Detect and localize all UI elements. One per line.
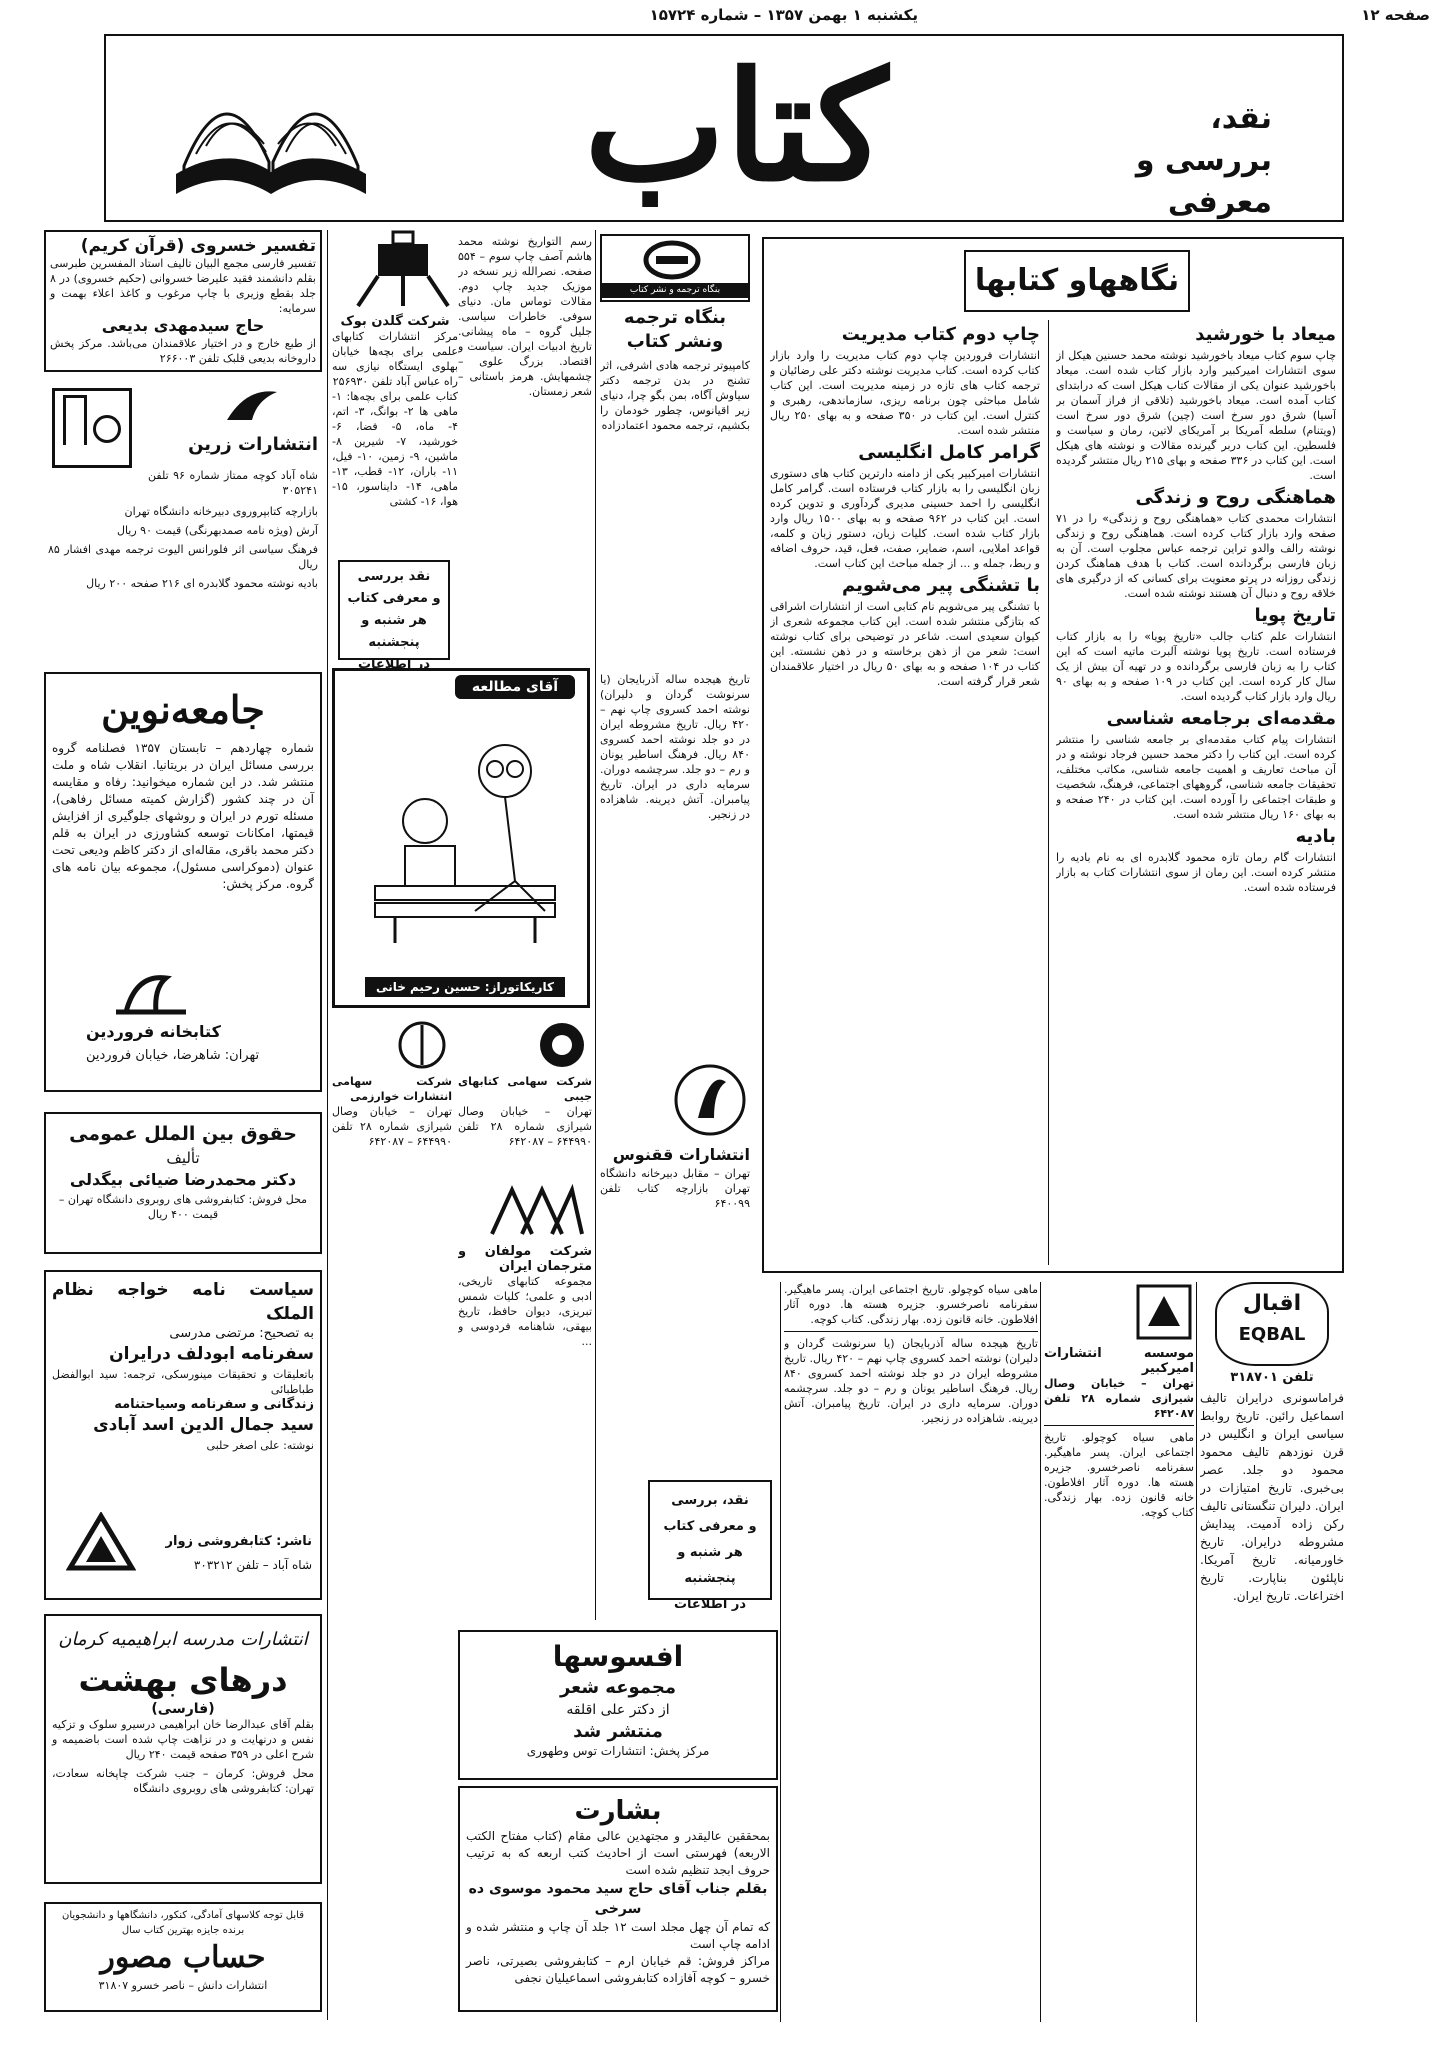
reviews-right-column [1056, 320, 1336, 1265]
zarrin-book: آرش (ویژه نامه صمدبهرنگی) قیمت ۹۰ ریال [116, 524, 318, 537]
khwarazmi-address: تهران – خیابان وصال شیرازی شماره ۲۸ تلفن ۶۴۴۹۹۰ – ۶۴۲۰۸۷ [332, 1105, 452, 1148]
review-item [1056, 826, 1336, 895]
masthead-subtitle: نقد، بررسی و معرفی [1135, 101, 1272, 220]
lunar-module-icon [348, 230, 458, 310]
column-divider [1048, 320, 1049, 1265]
siasat-title: سیاست نامه خواجه نظام الملک [52, 1280, 314, 1324]
hoghugh-sub: تألیف [166, 1149, 200, 1167]
siasat-ad [44, 1270, 322, 1600]
zarrin-emblem [222, 382, 282, 426]
zarrin-logo [52, 388, 132, 468]
mid-bottom-text: ماهی سیاه کوچولو. تاریخ اجتماعی ایران. پسر ماهیگیر. سفرنامه ناصرخسرو. جزیره هسته ها. دوره آثار افلاطون. خانه قانون زده. بهار زندگی. کتاب کوچه. [784, 1283, 1038, 1326]
khwarazmi-logo [392, 1020, 452, 1070]
khwarazmi-name: شرکت سهامی انتشارات خوارزمی [332, 1075, 452, 1103]
danesh-box [648, 1480, 772, 1612]
zarrin-address: شاه آباد کوچه ممتاز شماره ۹۶ تلفن ۳۰۵۲۴۱ [148, 469, 318, 497]
jameh-ad [44, 672, 322, 1092]
bongah-logo-text: بنگاه ترجمه و نشر کتاب [602, 283, 748, 298]
bongah-name: بنگاه ترجمه ونشر کتاب [623, 307, 727, 352]
hesab-sub: برنده جایزه بهترین کتاب سال [121, 1925, 245, 1936]
eqbal-list: فراماسونری درایران تالیف اسماعیل رائین. تاریخ روابط سیاسی ایران و انگلیس در قرن نوزدهم تالیف محمود محمود دو جلد. عصر بی‌خبری. تاریخ امتیازات در ایران. دلیران تنگستانی تالیف رکن زاده آدمیت. پیدایش ‌مشروطه‌ درایران. تاریخ خاورمیانه. تاریخ آمریکا. ناپلئون بناپارت. تاریخ اختراعات. تاریخ ایران. [1200, 1391, 1344, 1603]
bird-icon [222, 382, 282, 426]
tafsir-ad [44, 230, 322, 372]
bongah-ad [600, 234, 750, 664]
hesab-phone: انتشارات دانش – ناصر خسرو ۳۱۸۰۷ [98, 1979, 268, 1992]
afsoosha-status: منتشر شد [573, 1721, 663, 1742]
golden-ad [332, 230, 458, 560]
nashr-line: نقد بررسی [357, 569, 431, 584]
qoqnoos-address: تهران – مقابل دبیرخانه دانشگاه تهران بازارچه کتاب تلفن ۶۴۰۰۹۹ [600, 1167, 750, 1210]
kerman-sub: (فارسی) [151, 1701, 215, 1717]
zarrin-book: بازارچه کتابپروروی دبیرخانه دانشگاه تهران [124, 505, 318, 518]
middle-list [600, 672, 750, 1052]
cartoon-drawing [355, 711, 575, 951]
hesab-ad [44, 1902, 322, 2012]
siasat-notes: باتعلیقات و تحقیقات مینورسکی، ترجمه: سید ابوالفضل طباطبائی [52, 1368, 314, 1396]
hesab-name: حساب مصور [100, 1940, 266, 1975]
motarjeman-body: مجموعه کتابهای تاریخی، ادبی و علمی؛ کلیات شمس تبریزی، دیوان حافظ، تاریخ بیهقی، شاهنامه فردوسی و ... [458, 1275, 592, 1348]
review-heading: بادیه [1295, 826, 1336, 847]
review-item [1056, 605, 1336, 704]
masthead-title: کتاب [584, 39, 888, 215]
jibi-logo [532, 1020, 592, 1070]
siasat-life: زندگانی و سفرنامه وسیاحتنامه [114, 1397, 314, 1412]
nashr-line: در اطلاعات [357, 657, 431, 672]
review-body: انتشارات فروردین چاپ دوم کتاب مدیریت را وارد بازار کتاب کرده است. کتاب مدیریت نوشته دکتر علی رضائیان و ترجمه کتاب های تازه در زمینه مدیریت است. این کتاب شامل مباحثی چون برنامه ریزی، سازماندهی، رهبری و کنترل است. این کتاب در ۳۵۰ صفحه و به بهای ۲۵۰ ریال منتشر شده است. [770, 349, 1040, 437]
review-heading: مقدمه‌ای برجامعه شناسی [1106, 708, 1336, 729]
review-heading: تاریخ پویا [1254, 605, 1336, 626]
afsoosha-center: مرکز پخش: انتشارات توس وطهوری [526, 1744, 710, 1758]
cartoon-title-box: آقای مطالعه [455, 675, 575, 699]
afsoosha-sub: مجموعه شعر [559, 1677, 676, 1698]
nashr-line: و معرفی کتاب [347, 591, 441, 606]
review-item [770, 442, 1040, 571]
siasat-person: سید جمال الدین اسد آبادی [93, 1415, 314, 1435]
besharat-author: بقلم جناب آقای حاج سید محمود موسوی ده سرخی [468, 1881, 768, 1917]
kerman-title: درهای بهشت [78, 1661, 288, 1699]
besharat-center: مراکز فروش: قم خیابان ارم – کتابفروشی بصیرتی، ناصر خسرو – کوچه آفازاده کتابفروشی اسماعیلیان نجفی [466, 1954, 770, 1985]
amirkabir-logo [1134, 1282, 1194, 1342]
review-body: با تشنگی پیر می‌شویم نام کتابی است از انتشارات اشراقی که بتازگی منتشر شده است. این کتاب مجموعه شعری از کیوان سعیدی است. شاعر در توضیحی برای کتاب نوشته است: شعر من از ذهن برخاسته و در ذهن نشسته. این کتاب در ۱۰۴ صفحه و به بهای ۵۰ ریال در اختیار علاقمندان شعر قرار گرفته است. [770, 600, 1040, 688]
tafsir-publisher: حاج سیدمهدی بدیعی [101, 316, 265, 335]
afsoosha-ad [458, 1630, 778, 1780]
zarrin-book: فرهنگ سیاسی اثر فلورانس الیوت ترجمه مهدی افشار ۸۵ ریال [48, 543, 318, 571]
nashr-line: هر شنبه و پنجشنبه [361, 613, 427, 650]
farvardin-name: کتابخانه فروردین [86, 1022, 221, 1041]
bongah-body: کامپیوتر ترجمه هادی اشرفی، اثر تشنج در بدن ترجمه دکتر سیاوش آگاه، بمن بگو چرا، دنیای زیر اقیانوس، چطور خودمان را بکشیم، ترجمه محمود اعتمادزاده [600, 359, 750, 432]
column-divider [595, 230, 596, 1620]
hoghugh-title: حقوق بین الملل عمومی [69, 1123, 297, 1145]
hoghugh-ad [44, 1112, 322, 1254]
zarrin-book: بادیه نوشته محمود گلابدره ای ۲۱۶ صفحه ۲۰۰ ریال [86, 577, 318, 590]
column-divider [1040, 1282, 1041, 2022]
siasat-safar: سفرنامه ابودلف درایران [109, 1344, 314, 1364]
column-divider [1196, 1282, 1197, 2022]
review-body: چاپ سوم کتاب میعاد باخورشید نوشته محمد حسنین هیکل از سوی انتشارات امیرکبیر وارد بازار کتاب شده است. میعاد باخورشید عنوان یکی از مقالات کتاب هیکل است که درابتدای کتاب آمده است. میعاد باخورشید (تلاقی از فراز آسمان بر آسیا) شرق دور سرخ است (چین) شرق دور سرخ است (ویتنام) سلطه آمریکا بر آمریکای لاتین، رمان و سیاست و فلسطین. این کتاب دربر گیرنده مقالات و نوشته های هیکل است. این کتاب در ۳۳۶ صفحه و بهای ۲۱۵ ریال منتشر گردیده است. [1056, 349, 1336, 482]
reviews-left-column [770, 320, 1040, 1265]
jibi-name: شرکت سهامی کتابهای جیبی [458, 1075, 592, 1103]
review-body: انتشارات پیام کتاب مقدمه‌ای بر جامعه شناسی را منتشر کرده است. این کتاب را دکتر محمد حسین فرجاد نوشته و در آن مباحث تعاریف و اهمیت جامعه شناسی، مکاتب مختلف، تحقیقات جامعه شناسی، گروههای اجتماعی، فرهنگ، شخصیت و طبقات اجتماعی را آورده است. این کتاب در ۲۴۰ صفحه و به بهای ۱۶۰ ریال منتشر شده است. [1056, 733, 1336, 821]
jibi-ad [458, 1020, 592, 1170]
danesh-line: و معرفی کتاب [663, 1519, 757, 1534]
reviews-title-box [964, 250, 1190, 312]
steering-wheel-icon [642, 240, 702, 280]
kerman-ad [44, 1614, 322, 1884]
besharat-ad [458, 1786, 778, 2012]
afsoosha-title: افسوسها [552, 1640, 684, 1673]
review-heading: با تشنگی پیر می‌شویم [842, 575, 1040, 596]
hoghugh-author: دکتر محمدرضا ضیائی بیگدلی [69, 1170, 297, 1189]
golden-body: مرکز انتشارات کتابهای علمی برای بچه‌ها خیابان بهلوی ایستگاه نیازی سه راه عباس آباد تلفن ۲۵۶۹۳۰ [332, 330, 458, 388]
masthead [104, 34, 1344, 222]
review-heading: میعاد با خورشید [1195, 324, 1336, 345]
bongah-logo [600, 234, 750, 302]
open-book-icon [166, 54, 376, 204]
lamp-icon [106, 964, 196, 1018]
cartoon-box [332, 668, 590, 1008]
kerman-body: بقلم آقای عبدالرضا خان ابراهیمی درسیرو سلوک و تزکیه نفس و درنهایت و در نزاهت چاپ شده است باضمیمه و شرح اعلی در ۳۵۹ صفحه قیمت ۲۴۰ ریال [52, 1718, 314, 1761]
kerman-banner: انتشارات مدرسه ابراهیمیه کرمان [58, 1629, 308, 1650]
hoghugh-footer: محل فروش: کتابفروشی های روبروی دانشگاه تهران – قیمت ۴۰۰ ریال [58, 1193, 308, 1221]
review-body: انتشارات گام رمان تازه محمود گلابدره ای به نام بادیه را منتشر کرده است. این رمان از سوی انتشارات کتاب به بازار فرستاده شده است. [1056, 851, 1336, 894]
farvardin-logo [106, 964, 196, 1018]
nashr-box [338, 560, 450, 672]
tafsir-body: تفسیر فارسی مجمع البیان تالیف استاد المفسرین طبرسی بقلم دانشمند فقید علیرضا خسروانی (حکیم خسروی) در ۸ جلد بقطع وزیری با چاپ مرغوب و کاغذ اعلاء بهمت و سرمایه: [50, 257, 316, 315]
farvardin-address: تهران: شاهرضا، خیابان فروردین [86, 1048, 260, 1063]
danesh-line: نقد، بررسی [671, 1493, 749, 1508]
tafsir-footer: از طبع خارج و در اختیار علاقمندان می‌باشد. مرکز پخش داروخانه بدیعی قلبک تلفن ۲۶۶۰۰۳ [50, 337, 316, 365]
golden-name: شرکت گلدن بوک [340, 314, 450, 329]
eqbal-logo [1215, 1282, 1329, 1366]
besharat-body2: که تمام آن چهل مجلد است ۱۲ جلد آن چاپ و منتشر شده و ادامه چاپ است [466, 1920, 770, 1951]
tafsir-title: تفسیر خسروی (قرآن کریم) [80, 236, 316, 256]
jameh-body: شماره چهاردهم – تابستان ۱۳۵۷ فصلنامه گروه بررسی مسائل ایران در بریتانیا. انقلاب شاه و ملت منتشر شد. در این شماره میخوانید: رفاه و مقایسه آن در چند کشور (گزارش کمیته مسائل رفاهی)، مسئله تورم در ایران و روشهای جلوگیری از افزایش قیمتها، امکانات توسعه کشاورزی در ایران به قلم دکتر محمد باقری، مقاله‌ای از دکتر کاظم ودیعی تحت عنوان (دموکراسی مسئول)، مجموعه بیان نامه های گروه. مرکز پخش: [52, 741, 314, 891]
siasat-publisher: ناشر: کتابفروشی زوار [165, 1534, 312, 1549]
center-list [458, 234, 592, 654]
cartoon-credit: کاریکاتوراز: حسین رحیم خانی [365, 977, 565, 997]
siasat-editor: به تصحیح: مرتضی مدرسی [169, 1326, 314, 1341]
zavvar-logo [66, 1512, 136, 1572]
danesh-line: هر شنبه و پنجشنبه [677, 1545, 743, 1586]
motarjeman-logo [482, 1180, 592, 1240]
mid-bottom-text-2: تاریخ هیجده ساله آذربایجان (یا سرنوشت گردان و دلیران) نوشته احمد کسروی چاپ نهم – ۴۲۰ ریال. تاریخ مشروطه ایران در دو جلد نوشته احمد کسروی ۸۴۰ ریال. فرهنگ اساطیر یونان و رم – دو جلد. سرچشمه دوران. سرمایه داری در ایران. تاریخ پیامبران. آتش دیرینه. شاهزاده در زنجیر. [784, 1337, 1038, 1425]
zarrin-ad [44, 382, 322, 647]
eqbal-ad [1200, 1282, 1344, 2022]
amirkabir-ad [1044, 1282, 1194, 2022]
review-item [770, 575, 1040, 689]
besharat-body: بمحققین عالیقدر و مجتهدین عالی مقام (کتاب مفتاح الکتب الاربعه) فهرستی است از احادیث کتب اربعه که به ترتیب حروف ابجد تنظیم شده است [466, 1829, 770, 1877]
kerman-address: محل فروش: کرمان – جنب شرکت چاپخانه سعادت، تهران: کتابفروشی های روبروی دانشگاه [52, 1767, 314, 1795]
review-item [1056, 487, 1336, 601]
review-heading: هماهنگی روح و زندگی [1135, 487, 1336, 508]
column-divider [327, 230, 328, 2020]
review-heading: چاپ دوم کتاب مدیریت [841, 324, 1040, 345]
danesh-line: در اطلاعات [673, 1597, 747, 1612]
motarjeman-ad [458, 1180, 592, 1390]
qoqnoos-ad [600, 1060, 750, 1240]
review-heading: گرامر کامل انگلیسی [858, 442, 1040, 463]
review-item [770, 324, 1040, 438]
siasat-phone: شاه آباد – تلفن ۳۰۳۲۱۲ [193, 1558, 312, 1572]
amirkabir-list: ماهی سیاه کوچولو. تاریخ اجتماعی ایران. پسر ماهیگیر. سفرنامه ناصرخسرو. جزیره هسته ها. دوره آثار افلاطون. خانه قانون زده. بهار زندگی. کتاب کوچه. [1044, 1431, 1194, 1519]
qoqnoos-logo [670, 1060, 750, 1140]
review-item [1056, 708, 1336, 822]
golden-list: کتاب علمی برای بچه‌ها: ۱- ماهی ها ۲- بوانگ، ۳- اتم، ۴- ماه، ۵- فضا، ۶- خورشید، ۷- شیرین ۸- ماشین، ۹- زمین، ۱۰- فیل، ۱۱- باران، ۱۲- قطب، ۱۳- ماهی، ۱۴- دایناسور، ۱۵- هوا، ۱۶- کشتی [332, 390, 458, 508]
review-item [1056, 324, 1336, 483]
besharat-title: بشارت [574, 1796, 662, 1826]
siasat-writer: نوشته: علی اصغر حلبی [206, 1439, 314, 1452]
center-list-text: رسم التواریخ نوشته محمد هاشم آصف چاپ سوم – ۵۵۴ صفحه. نصرالله زیر نسخه در موزیک جدید چاپ دوم. مقالات توماس مان. دنیای سوفی. خاطرات سیاسی. جلیل گروه – ماه پیشانی. تاریخ ادبیات ایران. سیاست و اقتصاد. بزرگ علوی – چشمهایش. هرمز باستانی – شعر زمستان. [458, 235, 592, 398]
eqbal-name-en: EQBAL [1238, 1324, 1306, 1345]
amirkabir-address: تهران – خیابان وصال شیرازی شماره ۲۸ تلفن ۶۴۲۰۸۷ [1044, 1377, 1194, 1420]
motarjeman-name: شرکت مولفان و مترجمان ایران [458, 1244, 592, 1274]
khwarazmi-ad [332, 1020, 452, 1170]
eqbal-phone: تلفن ۳۱۸۷۰۱ [1230, 1370, 1314, 1385]
review-body: انتشارات علم کتاب جالب «تاریخ پویا» را به بازار کتاب فرستاده است. تاریخ پویا نوشته آلبرت ماتیه است که این کتاب را به زبان فارسی برگردانده و در تهیه آن بیش از یک سال کار کرده است. این کتاب در ۱۰۹ صفحه و به بهای ۹۰ ریال وارد بازار کتاب گردیده است. [1056, 630, 1336, 703]
issue-date: یکشنبه ۱ بهمن ۱۳۵۷ – شماره ۱۵۷۲۴ [649, 6, 918, 24]
page-number: صفحه ۱۲ [1361, 6, 1430, 24]
jibi-address: تهران – خیابان وصال شیرازی شماره ۲۸ تلفن ۶۴۴۹۹۰ – ۶۴۲۰۸۷ [458, 1105, 592, 1148]
middle-list-text: تاریخ هیجده ساله آذربایجان (یا سرنوشت گردان و دلیران) نوشته احمد کسروی چاپ نهم – ۴۲۰ ریال. تاریخ مشروطه ایران در دو جلد نوشته احمد کسروی ۸۴۰ ریال. فرهنگ اساطیر یونان و رم – دو جلد. سرچشمه دوران. سرمایه داری در ایران. تاریخ پیامبران. آتش دیرینه. شاهزاده در زنجیر. [600, 673, 750, 821]
zarrin-name: انتشارات زرین [188, 434, 318, 455]
review-body: انتشارات امیرکبیر یکی از دامنه دارترین کتاب های دستوری زبان انگلیسی را به بازار کتاب فرستاده است. گرامر کامل انگلیسی را احمد حسینی مدیری گردآوری و تدوین کرده است. این کتاب در ۹۶۲ صفحه و به بهای ۱۵۰۰ ریال وارد بازار کتاب شده است. کلیات زبان، دستور زبان و کلمه، قواعد املایی، اسم، ضمایر، صفت، فعل، قید، حروف اضافه و ربط، جمله و ... از جمله مباحث این کتاب است. [770, 467, 1040, 570]
mid-bottom-list [784, 1282, 1038, 2022]
qoqnoos-name: انتشارات ققنوس [612, 1145, 750, 1164]
review-body: انتشارات محمدی کتاب «هماهنگی روح و زندگی» را در ۷۱ صفحه وارد بازار کتاب کرده است. هماهنگی روح و زندگی نوشته رالف والدو تراین ترجمه عباس مجلوب است. آن به زبان فارسی برگردانده است. کتاب با هدف هماهنگ کردن زندگی روزانه در پرتو معنویت برای کسانی که از درگیری های خلاقه روح و دنبال آن هستند نوشته شده است. [1056, 512, 1336, 600]
hesab-top: قابل توجه کلاسهای آمادگی، کنکور، دانشگاهها و دانشجویان [62, 1910, 304, 1921]
afsoosha-author: از دکتر علی اقلقه [566, 1702, 670, 1718]
column-divider [780, 1282, 781, 2022]
reviews-title: نگاههاو کتابها [974, 263, 1180, 298]
amirkabir-name: موسسه انتشارات امیرکبیر [1044, 1346, 1194, 1376]
eqbal-name-fa: اقبال [1242, 1291, 1302, 1316]
jameh-title: جامعه‌نوین [101, 687, 265, 732]
zarrin-books [48, 504, 318, 595]
